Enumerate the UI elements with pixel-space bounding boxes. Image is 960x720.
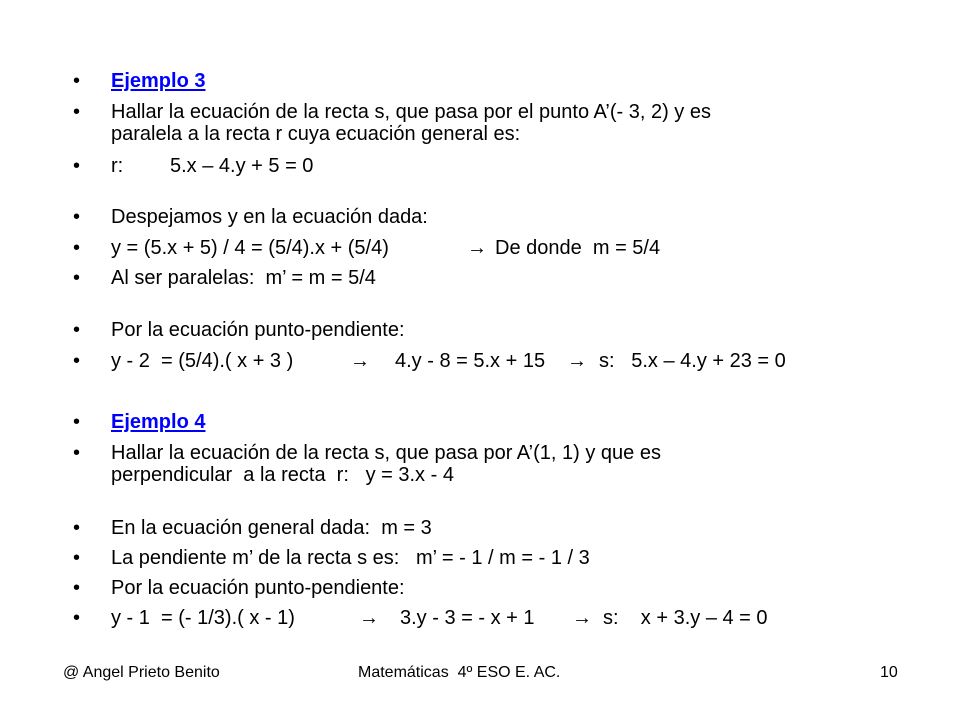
- bullet-marker: •: [73, 517, 81, 539]
- bullet-marker: •: [73, 607, 81, 629]
- example-3-step-2-expression: y = (5.x + 5) / 4 = (5/4).x + (5/4): [111, 237, 389, 259]
- example-3-heading: Ejemplo 3: [111, 70, 206, 92]
- footer-page-number: 10: [880, 664, 898, 681]
- bullet-marker: •: [73, 70, 81, 92]
- example-3-step-1: Despejamos y en la ecuación dada:: [111, 206, 428, 228]
- example-3-step-5-expanded: 4.y - 8 = 5.x + 15: [395, 350, 546, 372]
- example-3-given-label: r:: [111, 155, 124, 177]
- example-3-step-3: Al ser paralelas: m’ = m = 5/4: [111, 267, 376, 289]
- example-4-step-4-point-slope: y - 1 = (- 1/3).( x - 1): [111, 607, 295, 629]
- bullet-marker: •: [73, 577, 81, 599]
- bullet-marker: •: [73, 206, 81, 228]
- example-3-statement-line-1: Hallar la ecuación de la recta s, que pasa por el punto A’(- 3, 2) y es: [111, 101, 711, 123]
- bullet-marker: •: [73, 350, 81, 372]
- example-3-step-5-point-slope: y - 2 = (5/4).( x + 3 ): [111, 350, 294, 372]
- example-3-step-4: Por la ecuación punto-pendiente:: [111, 319, 405, 341]
- example-4-result: s: x + 3.y – 4 = 0: [603, 607, 768, 629]
- example-4-heading: Ejemplo 4: [111, 411, 206, 433]
- bullet-marker: •: [73, 101, 81, 123]
- example-3-step-2-slope: De donde m = 5/4: [495, 237, 661, 259]
- example-4-step-4-expanded: 3.y - 3 = - x + 1: [400, 607, 535, 629]
- example-3-statement-line-2: paralela a la recta r cuya ecuación general es:: [111, 123, 521, 145]
- example-4-step-2: La pendiente m’ de la recta s es: m’ = - 1 / m = - 1 / 3: [111, 547, 590, 569]
- footer-author: @ Angel Prieto Benito: [63, 664, 220, 681]
- example-4-step-1: En la ecuación general dada: m = 3: [111, 517, 432, 539]
- bullet-marker: •: [73, 547, 81, 569]
- example-4-step-3: Por la ecuación punto-pendiente:: [111, 577, 405, 599]
- footer-course: Matemáticas 4º ESO E. AC.: [358, 664, 561, 681]
- example-4-statement-line-2: perpendicular a la recta r: y = 3.x - 4: [111, 464, 454, 486]
- example-3-given-equation: 5.x – 4.y + 5 = 0: [170, 155, 314, 177]
- bullet-marker: •: [73, 267, 81, 289]
- arrow-icon: →: [359, 607, 379, 629]
- example-3-result: s: 5.x – 4.y + 23 = 0: [599, 350, 786, 372]
- bullet-marker: •: [73, 155, 81, 177]
- arrow-icon: →: [467, 237, 487, 259]
- arrow-icon: →: [350, 350, 370, 372]
- arrow-icon: →: [567, 350, 587, 372]
- bullet-marker: •: [73, 411, 81, 433]
- bullet-marker: •: [73, 237, 81, 259]
- example-4-statement-line-1: Hallar la ecuación de la recta s, que pasa por A’(1, 1) y que es: [111, 442, 661, 464]
- bullet-marker: •: [73, 319, 81, 341]
- arrow-icon: →: [572, 607, 592, 629]
- bullet-marker: •: [73, 442, 81, 464]
